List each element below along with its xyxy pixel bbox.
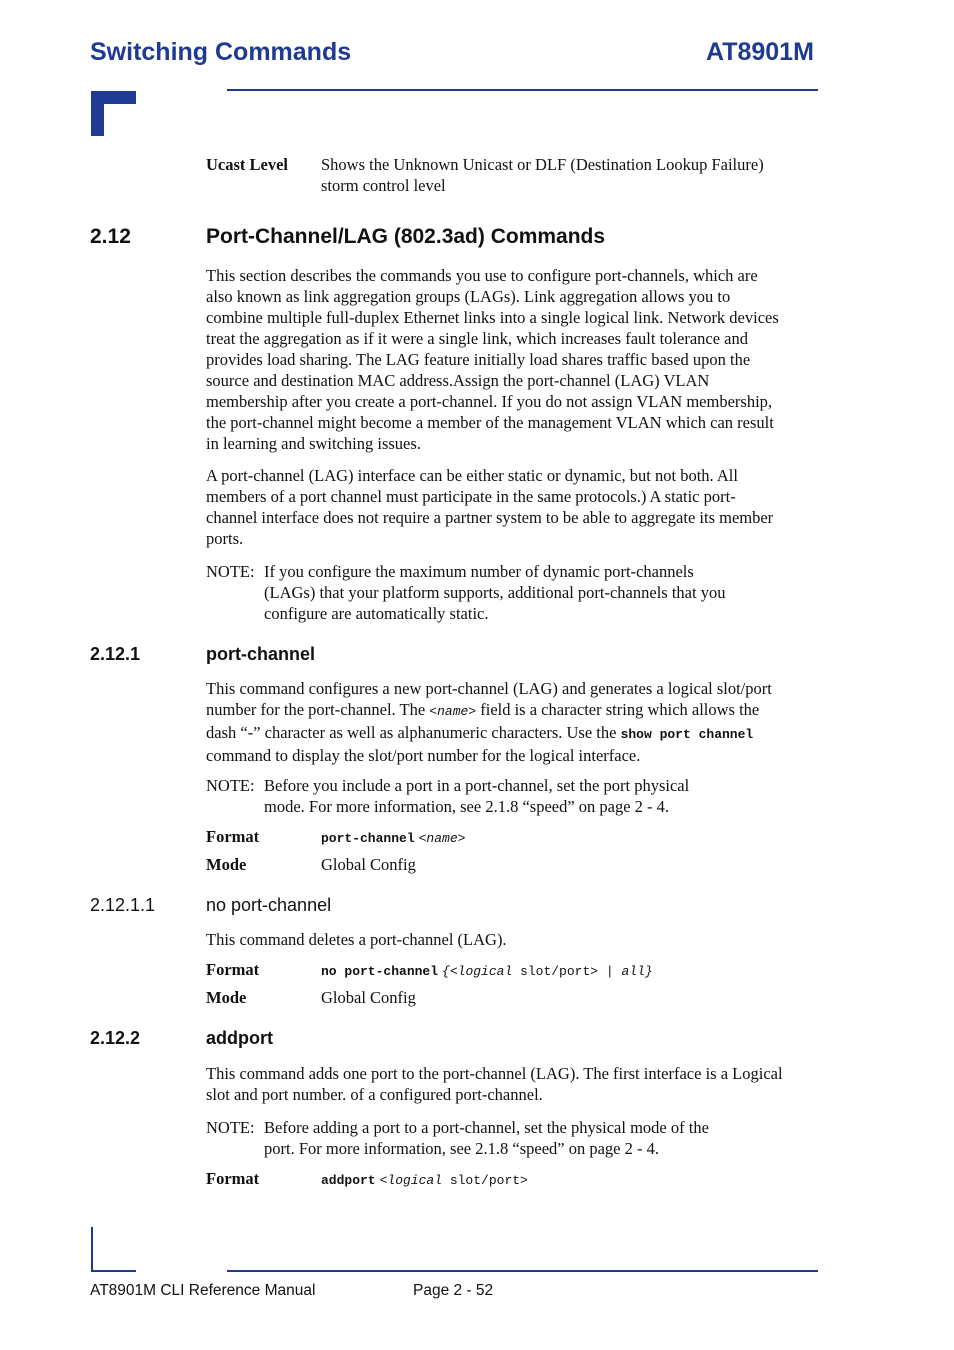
- section-intro-paragraph: This section describes the commands you use to configure port-channels, which are also known as link aggregation groups (LAGs). Link aggregation allows you to combine multiple full-duplex Ethernet links into a single logical link. Network devices treat the aggregation as if it were a single link, which increases fault tolerance and provides load sharing. The LAG feature initially load shares traffic based upon the source and destination MAC address.Assign the port-channel (LAG) VLAN membership after you create a port-channel. If you do not assign VLAN membership, the port-channel might become a member of the management VLAN which can result in learning and switching issues.: [206, 266, 779, 453]
- note-text: Before you include a port in a port-channel, set the port physical mode. For more information, see 2.1.8 “speed” on page 2 - 4.: [264, 776, 690, 816]
- section-number: 2.12: [90, 225, 131, 248]
- format-label: Format: [206, 827, 260, 846]
- section-title: Port-Channel/LAG (802.3ad) Commands: [206, 225, 606, 248]
- note-text: Before adding a port to a port-channel, set the physical mode of the port. For more information, see 2.1.8 “speed” on page 2 - 4.: [264, 1118, 709, 1158]
- footer-rule: [227, 1270, 818, 1272]
- mode-value: Global Config: [321, 855, 416, 874]
- subsection-number: 2.12.1: [90, 644, 141, 664]
- addport-description: This command adds one port to the port-channel (LAG). The first interface is a Logical slot and port number. of a configured port-channel.: [206, 1064, 783, 1104]
- note-label: NOTE:: [206, 776, 255, 795]
- footer-page-number: Page 2 - 52: [413, 1282, 494, 1299]
- header-product: AT8901M: [706, 38, 814, 66]
- format-label: Format: [206, 960, 260, 979]
- ucast-term: Ucast Level: [206, 155, 289, 174]
- corner-mark-bottom-side: [91, 1227, 93, 1272]
- header-title: Switching Commands: [90, 38, 352, 66]
- subsubsection-title: no port-channel: [206, 895, 332, 915]
- note-label: NOTE:: [206, 562, 255, 581]
- format-syntax: port-channel <name>: [321, 831, 466, 846]
- ucast-desc-2: storm control level: [321, 176, 446, 195]
- footer-manual-title: AT8901M CLI Reference Manual: [90, 1282, 316, 1299]
- format-syntax: no port-channel {<logical slot/port> | all}: [321, 964, 653, 979]
- subsection-number: 2.12.2: [90, 1028, 141, 1048]
- port-channel-description: This command configures a new port-channel (LAG) and generates a logical slot/port number for the port-channel. The <name> field is a character string which allows the dash “-” character as well as alphanumeric characters. Use the show port channel command to display the slot/port number for the logical interface.: [206, 679, 772, 765]
- format-syntax: addport <logical slot/port>: [321, 1173, 528, 1188]
- subsection-title: port-channel: [206, 644, 316, 664]
- corner-mark-bottom: [91, 1270, 136, 1272]
- note-label: NOTE:: [206, 1118, 255, 1137]
- mode-label: Mode: [206, 855, 247, 874]
- section-static-dynamic-paragraph: A port-channel (LAG) interface can be either static or dynamic, but not both. All members of a port channel must participate in the same protocols.) A static port- channel interface does not require a partner system to be able to aggregate its member ports.: [206, 466, 774, 548]
- ucast-desc-1: Shows the Unknown Unicast or DLF (Destination Lookup Failure): [321, 155, 764, 174]
- header-rule: [227, 89, 818, 91]
- mode-label: Mode: [206, 988, 247, 1007]
- subsubsection-number: 2.12.1.1: [90, 895, 156, 915]
- corner-mark-side: [91, 91, 104, 136]
- note-text: If you configure the maximum number of dynamic port-channels (LAGs) that your platform supports, additional port-channels that you configure are automatically static.: [264, 562, 726, 623]
- no-port-channel-description: This command deletes a port-channel (LAG).: [206, 930, 507, 949]
- format-label: Format: [206, 1169, 260, 1188]
- subsection-title: addport: [206, 1028, 273, 1048]
- mode-value: Global Config: [321, 988, 416, 1007]
